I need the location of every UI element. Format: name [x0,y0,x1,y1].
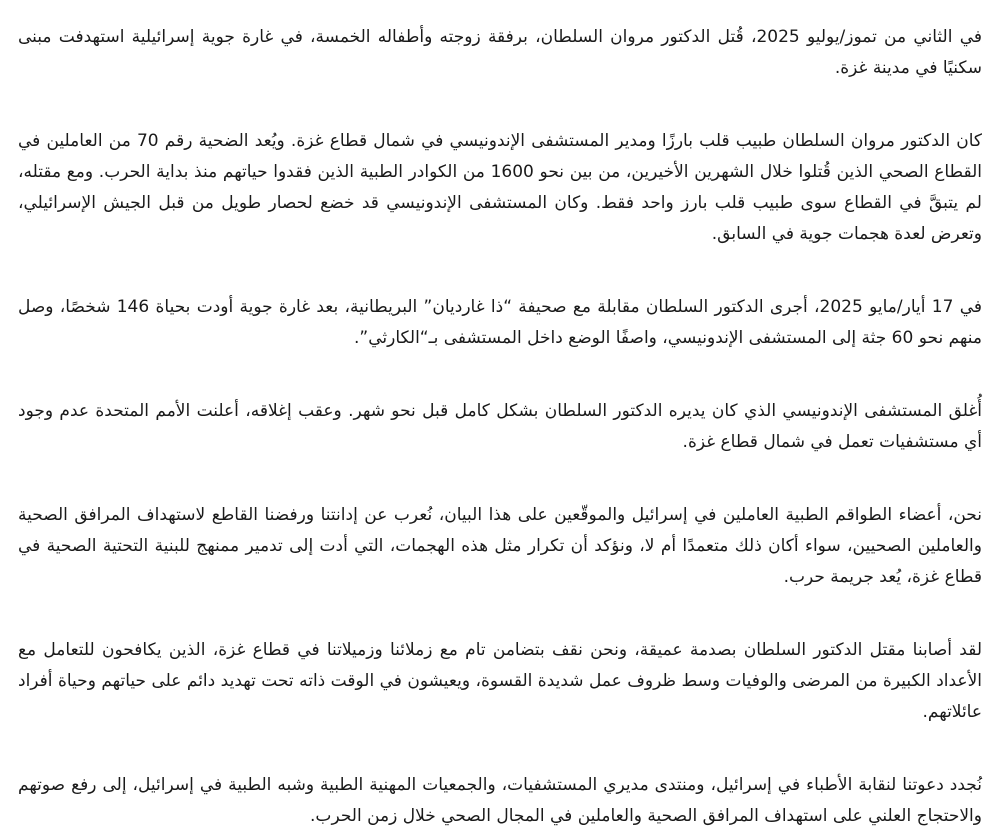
paragraph-solidarity: لقد أصابنا مقتل الدكتور السلطان بصدمة عميقة، ونحن نقف بتضامن تام مع زملائنا وزميلاتنا في قطاع غزة، الذين يكافحون للتعامل مع الأعداد الكبيرة من المرضى والوفيات وسط ظروف عمل شديدة القسوة، ويعيشون في الوقت ذاته تحت تهديد دائم على حياتهم وحياة أفراد عائلاتهم. [18,640,982,722]
paragraph-biography: كان الدكتور مروان السلطان طبيب قلب بارزًا ومدير المستشفى الإندونيسي في شمال قطاع غزة. ويُعد الضحية رقم 70 من العاملين في القطاع الصحي الذين قُتلوا خلال الشهرين الأخيرين، من بين نحو 1600 من الكوادر الطبية الذين فقدوا حياتهم منذ بداية الحرب. ومع مقتله، لم يتبقَّ في القطاع سوى طبيب قلب بارز واحد فقط. وكان المستشفى الإندونيسي قد خضع لحصار طويل من قبل الجيش الإسرائيلي، وتعرض لعدة هجمات جوية في السابق. [18,131,982,244]
paragraph-hospital-closure: أُغلق المستشفى الإندونيسي الذي كان يديره الدكتور السلطان بشكل كامل قبل نحو شهر. وعقب إغلاقه، أعلنت الأمم المتحدة عدم وجود أي مستشفيات تعمل في شمال قطاع غزة. [18,401,982,452]
paragraph-guardian-interview: في 17 أيار/مايو 2025، أجرى الدكتور السلطان مقابلة مع صحيفة “ذا غارديان” البريطانية، بعد غارة جوية أودت بحياة 146 شخصًا، وصل منهم نحو 60 جثة إلى المستشفى الإندونيسي، واصفًا الوضع داخل المستشفى بـ“الكارثي”. [18,297,982,348]
paragraph-condemnation: نحن، أعضاء الطواقم الطبية العاملين في إسرائيل والموقّعين على هذا البيان، نُعرب عن إدانتنا ورفضنا القاطع لاستهداف المرافق الصحية والعاملين الصحيين، سواء أكان ذلك متعمدًا أم لا، ونؤكد أن تكرار مثل هذه الهجمات، التي أدت إلى تدمير ممنهج للبنية التحتية الصحية في قطاع غزة، يُعد جريمة حرب. [18,505,982,587]
paragraph-call-to-action: نُجدد دعوتنا لنقابة الأطباء في إسرائيل، ومنتدى مديري المستشفيات، والجمعيات المهنية الطبية وشبه الطبية في إسرائيل، إلى رفع صوتهم والاحتجاج العلني على استهداف المرافق الصحية والعاملين في المجال الصحي خلال زمن الحرب. [18,775,982,826]
paragraph-killing-report: في الثاني من تموز/يوليو 2025، قُتل الدكتور مروان السلطان، برفقة زوجته وأطفاله الخمسة، في غارة جوية إسرائيلية استهدفت مبنى سكنيًا في مدينة غزة. [18,27,982,78]
